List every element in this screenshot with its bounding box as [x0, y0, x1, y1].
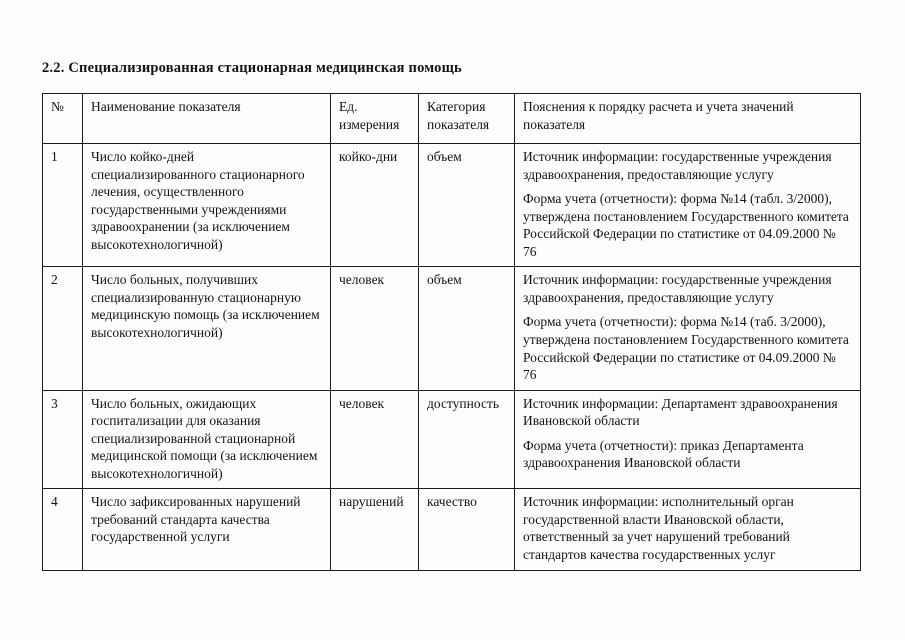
table-row: [43, 144, 861, 267]
header-category: Категория показателя: [419, 94, 515, 144]
cell-explanation: [515, 390, 861, 489]
table-row: [43, 489, 861, 570]
table-header-row: [43, 94, 861, 144]
cell-category: качество: [419, 489, 515, 570]
cell-category: доступность: [419, 390, 515, 489]
cell-category: объем: [419, 144, 515, 267]
cell-indicator-name: Число койко-дней специализированного стационарного лечения, осуществленного государственными учреждениями здравоохранении (за исключением высокотехнологичной): [83, 144, 331, 267]
explanation-source: Источник информации: государственные учреждения здравоохранения, предоставляющие услугу: [523, 272, 832, 305]
cell-num: 1: [43, 144, 83, 267]
cell-explanation: [515, 489, 861, 570]
cell-unit: человек: [331, 267, 419, 390]
indicators-table: [42, 93, 861, 571]
cell-num: 3: [43, 390, 83, 489]
section-heading: 2.2. Специализированная стационарная медицинская помощь: [42, 60, 462, 76]
cell-unit: нарушений: [331, 489, 419, 570]
cell-explanation: [515, 267, 861, 390]
explanation-form: Форма учета (отчетности): форма №14 (табл. 3/2000), утверждена постановлением Государственного комитета Российской Федерации по статистике от 04.09.2000 № 76: [523, 191, 849, 259]
cell-category: объем: [419, 267, 515, 390]
cell-explanation: [515, 144, 861, 267]
header-unit: Ед. измерения: [331, 94, 419, 144]
table-row: [43, 390, 861, 489]
cell-num: 2: [43, 267, 83, 390]
header-num: №: [43, 94, 83, 144]
cell-num: 4: [43, 489, 83, 570]
header-indicator-name: Наименование показателя: [83, 94, 331, 144]
cell-indicator-name: Число больных, получивших специализированную стационарную медицинскую помощь (за исключением высокотехнологичной): [83, 267, 331, 390]
explanation-source: Источник информации: исполнительный орган государственной власти Ивановской области, ответственный за учет нарушений требований стандартов качества государственных услуг: [523, 494, 794, 563]
explanation-form: Форма учета (отчетности): приказ Департамента здравоохранения Ивановской области: [523, 437, 804, 471]
explanation-form: Форма учета (отчетности): форма №14 (таб. 3/2000), утверждена постановлением Государственного комитета Российской Федерации по статистике от 04.09.2000 № 76: [523, 314, 849, 383]
cell-indicator-name: Число зафиксированных нарушений требований стандарта качества государственной услуги: [83, 489, 331, 570]
cell-unit: койко-дни: [331, 144, 419, 267]
cell-unit: человек: [331, 390, 419, 489]
table-row: [43, 267, 861, 390]
cell-indicator-name: Число больных, ожидающих госпитализации для оказания специализированной стационарной медицинской помощи (за исключением высокотехнологичной): [83, 390, 331, 489]
explanation-source: Источник информации: Департамент здравоохранения Ивановской области: [523, 395, 838, 429]
explanation-source: Источник информации: государственные учреждения здравоохранения, предоставляющие услугу: [523, 149, 832, 182]
header-explanation: Пояснения к порядку расчета и учета значений показателя: [515, 94, 861, 144]
